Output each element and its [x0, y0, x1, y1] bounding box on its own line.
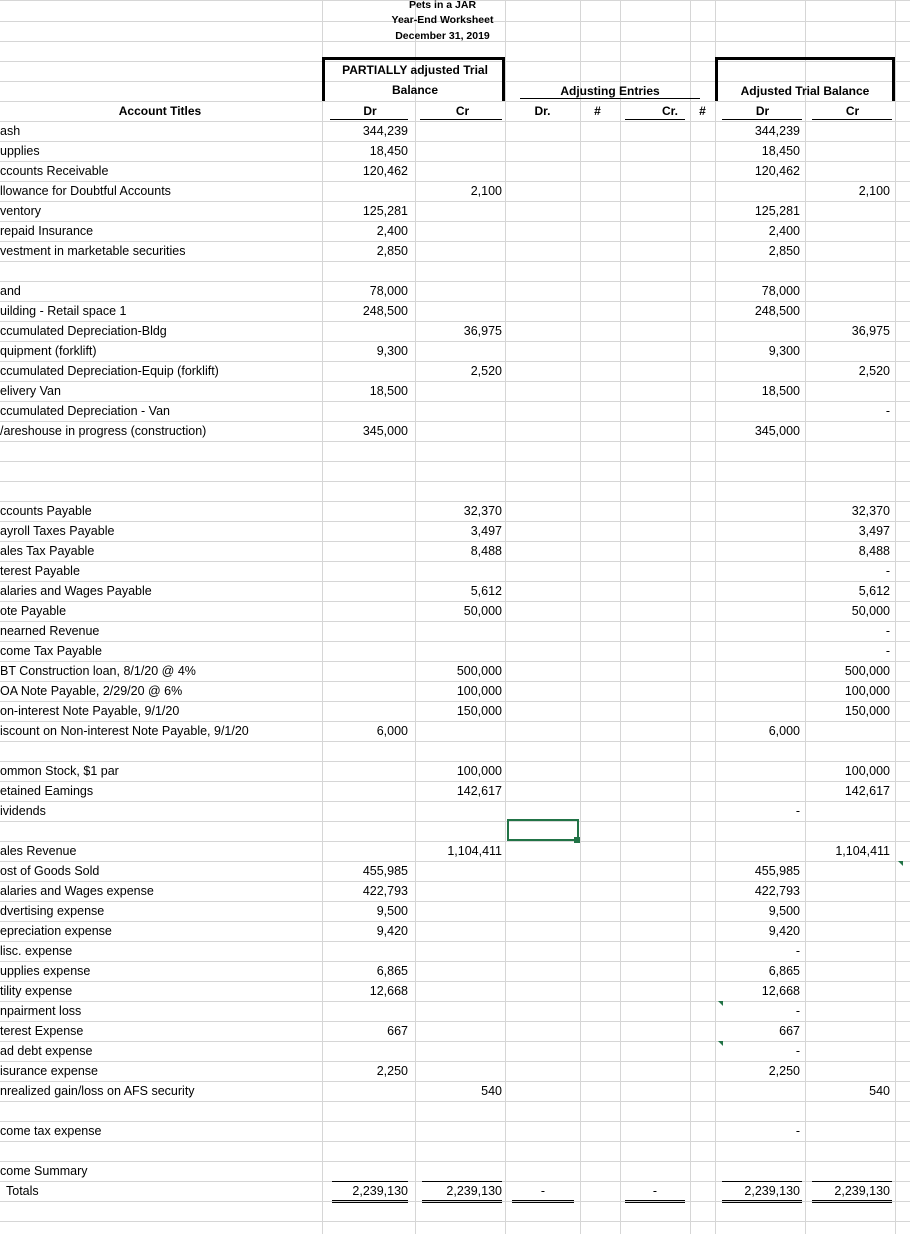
- atb-dr-value[interactable]: 18,450: [761, 144, 800, 158]
- row-gridline: [0, 481, 910, 482]
- adjusting-entries-underline: [520, 98, 700, 99]
- partial-cr-value[interactable]: 5,612: [470, 584, 502, 598]
- account-title[interactable]: lisc. expense: [0, 944, 73, 958]
- atb-cr-value[interactable]: 540: [869, 1084, 890, 1098]
- partial-cr-value[interactable]: 32,370: [463, 504, 502, 518]
- account-titles-header: Account Titles: [118, 104, 202, 118]
- account-title[interactable]: ales Tax Payable: [0, 544, 95, 558]
- partial-dr-value[interactable]: 125,281: [362, 204, 408, 218]
- atb-left-border: [715, 57, 718, 101]
- total-adj-dr-double-rule: [512, 1200, 574, 1203]
- atb-dr-value[interactable]: 6,000: [768, 724, 800, 738]
- partial-dr-value[interactable]: 9,420: [376, 924, 408, 938]
- atb-cr-value[interactable]: 32,370: [851, 504, 890, 518]
- atb-cr-value[interactable]: 2,239,130: [834, 1184, 890, 1198]
- partial-cr-value[interactable]: 2,100: [470, 184, 502, 198]
- account-title[interactable]: alaries and Wages Payable: [0, 584, 152, 598]
- atb-dr-value[interactable]: -: [795, 1124, 800, 1138]
- atb-dr-value[interactable]: 18,500: [761, 384, 800, 398]
- row-gridline: [0, 741, 910, 742]
- adj-cr-value[interactable]: -: [652, 1184, 658, 1198]
- partial-dr-value[interactable]: 9,500: [376, 904, 408, 918]
- partial-tb-title-line1: PARTIALLY adjusted Trial: [342, 63, 488, 77]
- atb-dr-value[interactable]: 120,462: [754, 164, 800, 178]
- account-title[interactable]: ventory: [0, 204, 41, 218]
- atb-cr-value[interactable]: 2,520: [858, 364, 890, 378]
- partial-cr-value[interactable]: 8,488: [470, 544, 502, 558]
- atb-cr-value[interactable]: 142,617: [844, 784, 890, 798]
- atb-dr-value[interactable]: 2,400: [768, 224, 800, 238]
- account-title[interactable]: iscount on Non-interest Note Payable, 9/1/20: [0, 724, 249, 738]
- total-atb-dr-top-rule: [722, 1181, 802, 1182]
- partial-cr-value[interactable]: 100,000: [456, 764, 502, 778]
- atb-dr-header-underline: [722, 119, 802, 120]
- partial-dr-value[interactable]: 2,850: [376, 244, 408, 258]
- account-title[interactable]: elivery Van: [0, 384, 61, 398]
- atb-cr-value[interactable]: 150,000: [844, 704, 890, 718]
- atb-cr-value[interactable]: -: [885, 564, 890, 578]
- partial-dr-value[interactable]: 78,000: [369, 284, 408, 298]
- partial-dr-value[interactable]: 9,300: [376, 344, 408, 358]
- atb-dr-value[interactable]: -: [795, 1044, 800, 1058]
- account-title[interactable]: etained Eamings: [0, 784, 94, 798]
- row-gridline: [0, 821, 910, 822]
- partial-cr-value[interactable]: 540: [481, 1084, 502, 1098]
- partial-dr-value[interactable]: 18,450: [369, 144, 408, 158]
- partial-cr-value[interactable]: 3,497: [470, 524, 502, 538]
- account-title[interactable]: ote Payable: [0, 604, 67, 618]
- total-dr-double-rule: [332, 1200, 408, 1203]
- account-title[interactable]: ividends: [0, 804, 46, 818]
- account-title[interactable]: ccounts Receivable: [0, 164, 109, 178]
- adj-dr-value[interactable]: -: [540, 1184, 546, 1198]
- atb-dr-value[interactable]: 422,793: [754, 884, 800, 898]
- adj-cr-header-underline: [625, 119, 685, 120]
- partial-dr-value[interactable]: 248,500: [362, 304, 408, 318]
- partial-cr-value[interactable]: 150,000: [456, 704, 502, 718]
- partial-dr-value[interactable]: 2,400: [376, 224, 408, 238]
- atb-dr-value[interactable]: 344,239: [754, 124, 800, 138]
- account-title[interactable]: uilding - Retail space 1: [0, 304, 127, 318]
- total-cr-top-rule: [422, 1181, 502, 1182]
- atb-top-border: [715, 57, 895, 60]
- atb-dr-value[interactable]: -: [795, 1004, 800, 1018]
- atb-cr-value[interactable]: 5,612: [858, 584, 890, 598]
- partial-cr-value[interactable]: 500,000: [456, 664, 502, 678]
- fill-handle[interactable]: [574, 837, 580, 843]
- partial-dr-value[interactable]: 12,668: [369, 984, 408, 998]
- atb-dr-value[interactable]: -: [795, 804, 800, 818]
- partial-cr-value[interactable]: 50,000: [463, 604, 502, 618]
- account-title[interactable]: on-interest Note Payable, 9/1/20: [0, 704, 180, 718]
- account-title[interactable]: nrealized gain/loss on AFS security: [0, 1084, 195, 1098]
- row-gridline: [0, 1221, 910, 1222]
- account-title[interactable]: ccumulated Depreciation-Equip (forklift): [0, 364, 219, 378]
- atb-cr-value[interactable]: 500,000: [844, 664, 890, 678]
- atb-cr-value[interactable]: 36,975: [851, 324, 890, 338]
- account-title[interactable]: tility expense: [0, 984, 73, 998]
- partial-dr-value[interactable]: 2,250: [376, 1064, 408, 1078]
- cr-header: Cr: [455, 104, 470, 118]
- account-title[interactable]: OA Note Payable, 2/29/20 @ 6%: [0, 684, 183, 698]
- partial-dr-value[interactable]: 422,793: [362, 884, 408, 898]
- partial-dr-value[interactable]: 455,985: [362, 864, 408, 878]
- atb-title: Adjusted Trial Balance: [740, 84, 870, 98]
- atb-cr-value[interactable]: -: [885, 644, 890, 658]
- partial-cr-value[interactable]: 36,975: [463, 324, 502, 338]
- account-title[interactable]: come tax expense: [0, 1124, 102, 1138]
- atb-dr-value[interactable]: 9,420: [768, 924, 800, 938]
- account-title[interactable]: /areshouse in progress (construction): [0, 424, 207, 438]
- account-title[interactable]: alaries and Wages expense: [0, 884, 154, 898]
- row-gridline: [0, 1101, 910, 1102]
- atb-cr-header: Cr: [845, 104, 860, 118]
- adj-num2-header: #: [699, 104, 706, 118]
- atb-dr-value[interactable]: 125,281: [754, 204, 800, 218]
- atb-dr-value[interactable]: 12,668: [761, 984, 800, 998]
- partial-dr-value[interactable]: 6,000: [376, 724, 408, 738]
- account-title[interactable]: llowance for Doubtful Accounts: [0, 184, 171, 198]
- account-title[interactable]: ommon Stock, $1 par: [0, 764, 119, 778]
- adj-cr-header: Cr.: [661, 104, 678, 118]
- account-title[interactable]: come Tax Payable: [0, 644, 102, 658]
- column-gridline: [580, 0, 581, 1234]
- row-gridline: [0, 261, 910, 262]
- adj-dr-header: Dr.: [534, 104, 551, 118]
- account-title[interactable]: vestment in marketable securities: [0, 244, 186, 258]
- account-title[interactable]: ales Revenue: [0, 844, 77, 858]
- account-title[interactable]: ccounts Payable: [0, 504, 92, 518]
- account-title[interactable]: ccumulated Depreciation-Bldg: [0, 324, 167, 338]
- atb-dr-value[interactable]: 248,500: [754, 304, 800, 318]
- account-title[interactable]: dvertising expense: [0, 904, 105, 918]
- adj-num-header: #: [594, 104, 601, 118]
- worksheet-date: December 31, 2019: [395, 30, 490, 42]
- atb-dr-value[interactable]: 2,239,130: [744, 1184, 800, 1198]
- column-gridline: [620, 0, 621, 1234]
- partial-dr-value[interactable]: 345,000: [362, 424, 408, 438]
- row-gridline: [0, 1141, 910, 1142]
- atb-dr-value[interactable]: 2,850: [768, 244, 800, 258]
- atb-cr-value[interactable]: 50,000: [851, 604, 890, 618]
- atb-dr-value[interactable]: -: [795, 944, 800, 958]
- atb-cr-header-underline: [812, 119, 892, 120]
- partial-dr-value[interactable]: 667: [387, 1024, 408, 1038]
- cell-indicator-triangle: [898, 861, 903, 866]
- partial-dr-value[interactable]: 2,239,130: [352, 1184, 408, 1198]
- account-title[interactable]: BT Construction loan, 8/1/20 @ 4%: [0, 664, 196, 678]
- account-title[interactable]: repaid Insurance: [0, 224, 94, 238]
- cell-indicator-triangle: [718, 1001, 723, 1006]
- account-title[interactable]: and: [0, 284, 21, 298]
- atb-dr-value[interactable]: 78,000: [761, 284, 800, 298]
- atb-dr-value[interactable]: 2,250: [768, 1064, 800, 1078]
- atb-cr-value[interactable]: 3,497: [858, 524, 890, 538]
- worksheet-title: Year-End Worksheet: [391, 14, 494, 26]
- atb-cr-value[interactable]: 8,488: [858, 544, 890, 558]
- account-title[interactable]: ayroll Taxes Payable: [0, 524, 115, 538]
- account-title[interactable]: come Summary: [0, 1164, 88, 1178]
- total-cr-double-rule: [422, 1200, 502, 1203]
- column-gridline: [322, 0, 323, 1234]
- account-title[interactable]: ost of Goods Sold: [0, 864, 100, 878]
- partial-tb-right-border: [502, 57, 505, 101]
- total-dr-top-rule: [332, 1181, 408, 1182]
- selected-cell[interactable]: [507, 819, 579, 841]
- dr-header: Dr: [363, 104, 377, 118]
- account-title[interactable]: upplies expense: [0, 964, 91, 978]
- account-title[interactable]: ad debt expense: [0, 1044, 93, 1058]
- account-title[interactable]: ash: [0, 124, 21, 138]
- account-title[interactable]: epreciation expense: [0, 924, 112, 938]
- account-title[interactable]: ccumulated Depreciation - Van: [0, 404, 170, 418]
- account-title[interactable]: terest Payable: [0, 564, 80, 578]
- company-name: Pets in a JAR: [408, 0, 477, 11]
- atb-right-border: [892, 57, 895, 101]
- atb-dr-value[interactable]: 9,300: [768, 344, 800, 358]
- atb-dr-value[interactable]: 6,865: [768, 964, 800, 978]
- column-gridline: [805, 0, 806, 1234]
- account-title[interactable]: npairment loss: [0, 1004, 82, 1018]
- row-gridline: [0, 461, 910, 462]
- column-gridline: [715, 0, 716, 1234]
- total-adj-cr-double-rule: [625, 1200, 685, 1203]
- partial-cr-value[interactable]: 142,617: [456, 784, 502, 798]
- dr-header-underline: [330, 119, 408, 120]
- total-atb-dr-double-rule: [722, 1200, 802, 1203]
- atb-cr-value[interactable]: -: [885, 624, 890, 638]
- atb-cr-value[interactable]: 100,000: [844, 764, 890, 778]
- partial-cr-value[interactable]: 2,520: [470, 364, 502, 378]
- cr-header-underline: [420, 119, 502, 120]
- atb-dr-value[interactable]: 9,500: [768, 904, 800, 918]
- partial-cr-value[interactable]: 1,104,411: [447, 844, 502, 858]
- partial-dr-value[interactable]: 6,865: [376, 964, 408, 978]
- atb-cr-value[interactable]: 1,104,411: [835, 844, 890, 858]
- column-gridline: [415, 0, 416, 1234]
- atb-cr-value[interactable]: -: [885, 404, 890, 418]
- atb-cr-value[interactable]: 2,100: [858, 184, 890, 198]
- column-gridline: [690, 0, 691, 1234]
- partial-cr-value[interactable]: 2,239,130: [446, 1184, 502, 1198]
- account-title[interactable]: upplies: [0, 144, 40, 158]
- account-title[interactable]: terest Expense: [0, 1024, 84, 1038]
- partial-cr-value[interactable]: 100,000: [456, 684, 502, 698]
- account-title[interactable]: quipment (forklift): [0, 344, 97, 358]
- total-atb-cr-double-rule: [812, 1200, 892, 1203]
- partial-tb-left-border: [322, 57, 325, 101]
- atb-dr-value[interactable]: 455,985: [754, 864, 800, 878]
- account-title[interactable]: Totals: [6, 1184, 39, 1198]
- atb-dr-value[interactable]: 345,000: [754, 424, 800, 438]
- atb-dr-value[interactable]: 667: [779, 1024, 800, 1038]
- partial-tb-title-line2: Balance: [391, 83, 439, 97]
- partial-dr-value[interactable]: 120,462: [362, 164, 408, 178]
- cell-indicator-triangle: [718, 1041, 723, 1046]
- partial-dr-value[interactable]: 344,239: [362, 124, 408, 138]
- column-gridline: [895, 0, 896, 1234]
- partial-dr-value[interactable]: 18,500: [369, 384, 408, 398]
- atb-cr-value[interactable]: 100,000: [844, 684, 890, 698]
- row-gridline: [0, 441, 910, 442]
- account-title[interactable]: isurance expense: [0, 1064, 98, 1078]
- account-title[interactable]: nearned Revenue: [0, 624, 100, 638]
- atb-dr-header: Dr: [755, 104, 770, 118]
- adjusting-entries-title: Adjusting Entries: [560, 84, 660, 98]
- column-gridline: [505, 0, 506, 1234]
- total-atb-cr-top-rule: [812, 1181, 892, 1182]
